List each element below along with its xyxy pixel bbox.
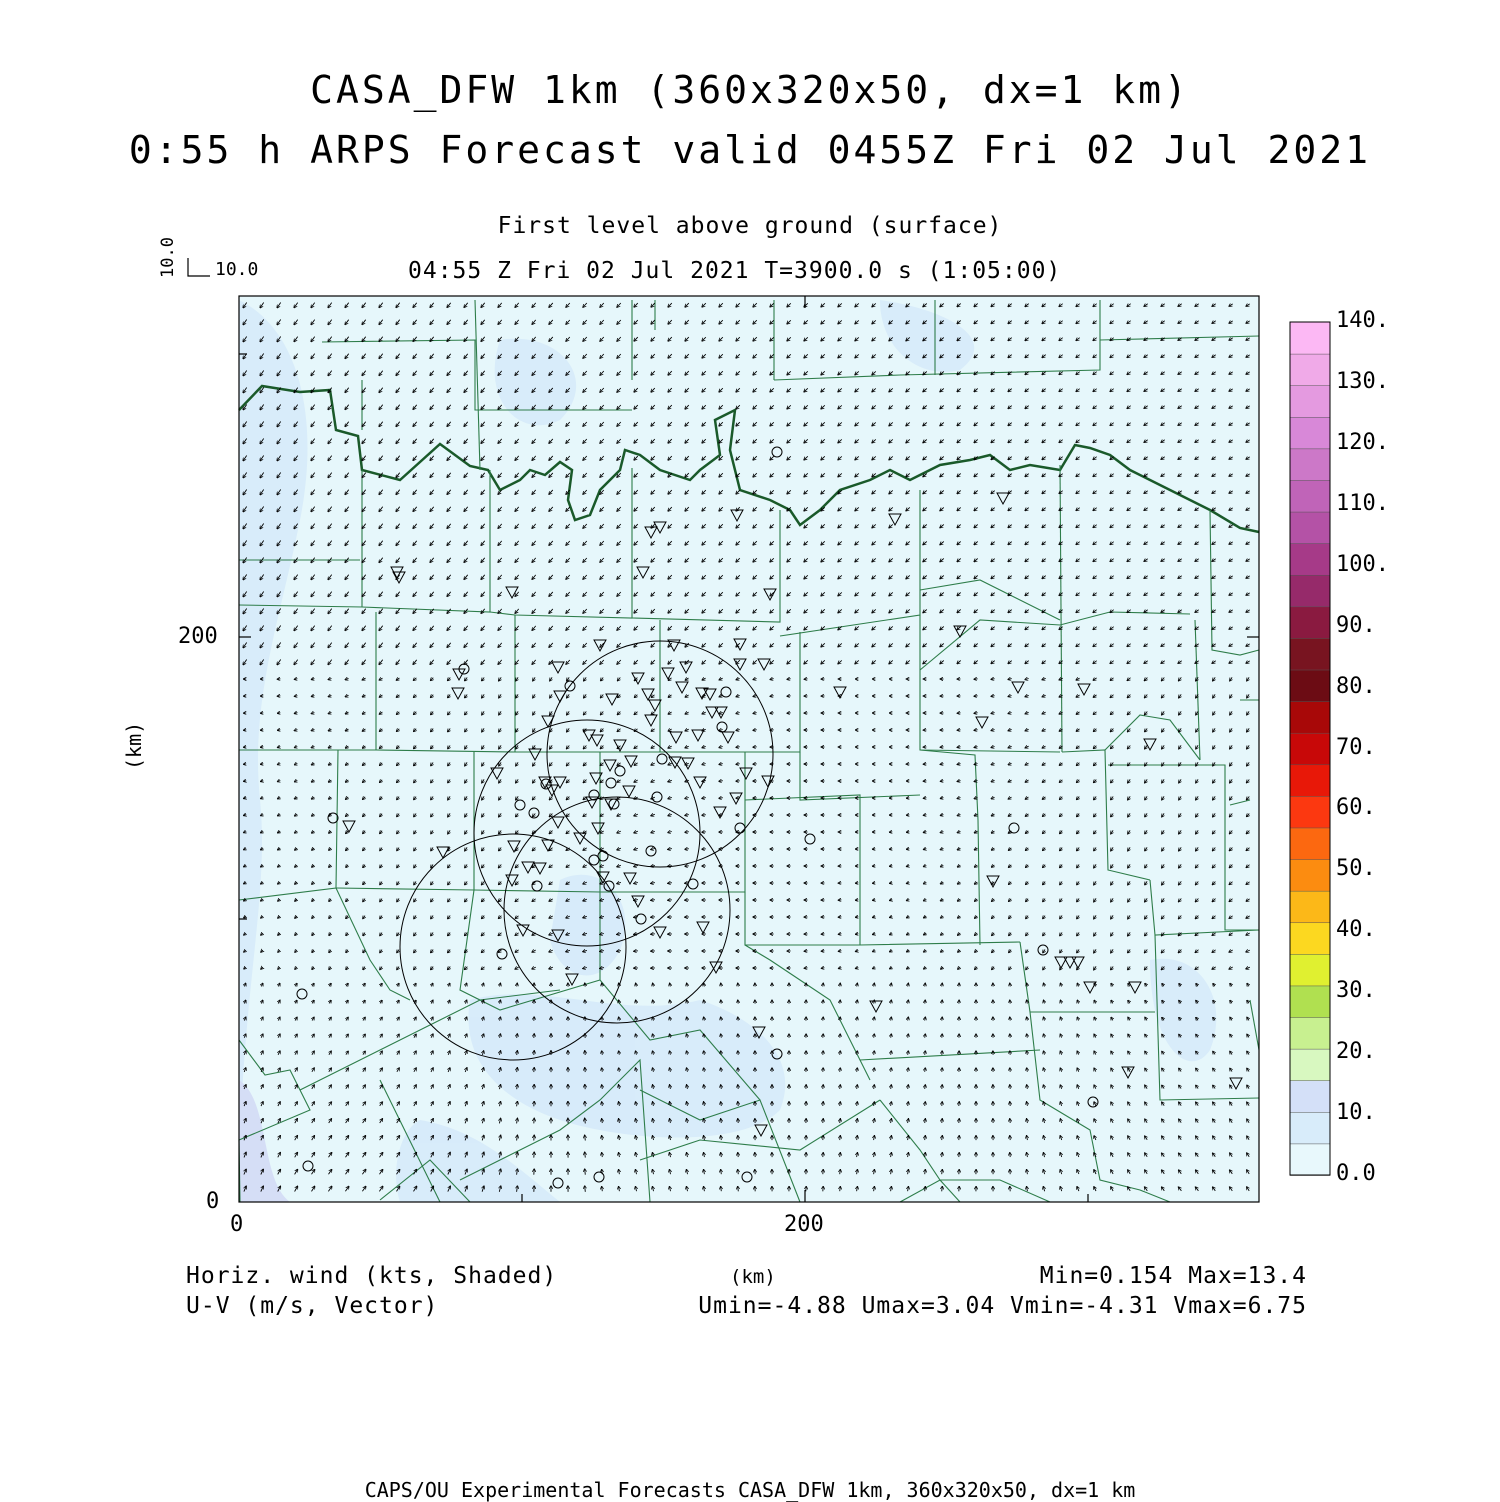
wind-vector (840, 1085, 841, 1089)
wind-vector (942, 1170, 943, 1174)
wind-vector (924, 798, 927, 799)
wind-vector (670, 984, 671, 987)
wind-vector (278, 730, 281, 731)
colorbar-swatch (1290, 1143, 1330, 1175)
wind-vector (619, 1051, 620, 1054)
colorbar-swatch (1290, 480, 1330, 512)
wind-vector (636, 984, 637, 987)
wind-vector (1027, 984, 1028, 987)
wind-vector (822, 968, 825, 969)
wind-vector (721, 1085, 722, 1089)
colorbar-swatch (1290, 543, 1330, 575)
wind-vector (687, 1017, 688, 1020)
wind-vector (517, 1034, 518, 1038)
footer-field1: Horiz. wind (kts, Shaded) (186, 1263, 557, 1289)
wind-vector (619, 1000, 620, 1003)
wind-vector (636, 1017, 637, 1020)
wind-vector (891, 1034, 892, 1037)
colorbar-label: 70. (1336, 735, 1376, 760)
wind-vector (704, 1034, 705, 1037)
colorbar-label: 40. (1336, 917, 1376, 942)
wind-vector (840, 1102, 841, 1106)
wind-vector (702, 815, 706, 816)
wind-vector (721, 1136, 722, 1140)
colorbar-label: 90. (1336, 613, 1376, 638)
colorbar-swatch (1290, 606, 1330, 638)
wind-vector (974, 730, 977, 731)
wind-vector (941, 764, 944, 765)
colorbar-label: 110. (1336, 491, 1389, 516)
wind-vector (908, 984, 909, 987)
wind-vector (857, 1034, 858, 1037)
wind-vector (908, 1102, 909, 1106)
wind-vector (517, 1068, 518, 1072)
wind-vector (874, 1034, 875, 1037)
wind-vector (704, 1051, 705, 1055)
wind-vector (891, 984, 892, 987)
wind-vector (602, 1119, 603, 1123)
wind-vector (721, 1153, 722, 1157)
wind-vector (856, 917, 859, 918)
y-axis-label: (km) (122, 722, 146, 770)
wind-vector (617, 951, 621, 952)
wind-vector (602, 1102, 603, 1106)
wind-vector (873, 900, 875, 901)
wind-vector (685, 849, 689, 850)
wind-vector (602, 1051, 603, 1055)
y-tick-200: 200 (178, 624, 218, 649)
wind-vector (753, 730, 756, 731)
wind-vector (619, 1068, 620, 1072)
wind-vector (770, 696, 773, 697)
wind-vector (925, 1119, 926, 1123)
wind-vector (925, 1017, 926, 1020)
colorbar-swatch (1290, 638, 1330, 670)
wind-vector (908, 1000, 909, 1003)
footer-minmax: Min=0.154 Max=13.4 (1040, 1263, 1307, 1289)
colorbar-label: 140. (1336, 308, 1389, 333)
wind-vector (924, 815, 927, 816)
wind-vector (653, 1000, 654, 1003)
wind-vector (925, 1068, 926, 1072)
wind-vector (517, 1017, 518, 1021)
credit-line: CAPS/OU Experimental Forecasts CASA_DFW 1km, 360x320x50, dx=1 km (0, 1478, 1500, 1502)
colorbar (1290, 322, 1330, 1176)
wind-vector (1027, 1051, 1028, 1055)
wind-vector (1027, 1017, 1028, 1020)
wind-vector (857, 1051, 858, 1055)
wind-vector (1027, 1034, 1028, 1037)
wind-vector (839, 934, 842, 935)
wind-vector (857, 1119, 858, 1123)
title-line2: 0:55 h ARPS Forecast valid 0455Z Fri 02 Jul 2021 (0, 128, 1500, 172)
wind-vector (602, 1034, 603, 1037)
colorbar-swatch (1290, 354, 1330, 386)
wind-vector (585, 1169, 586, 1174)
wind-vector (585, 1186, 586, 1192)
y-tick-0: 0 (206, 1189, 219, 1214)
colorbar-label: 50. (1336, 856, 1376, 881)
wind-vector (278, 713, 281, 714)
wind-vector (787, 679, 790, 680)
colorbar-swatch (1290, 448, 1330, 480)
wind-vector (925, 1153, 926, 1157)
wind-vector (721, 1102, 722, 1106)
x-tick-200: 200 (784, 1212, 824, 1237)
wind-vector (908, 1068, 909, 1072)
vector-scale-reference (188, 258, 210, 276)
wind-vector (891, 1068, 892, 1072)
time-subtitle: 04:55 Z Fri 02 Jul 2021 T=3900.0 s (1:05:00) (408, 258, 1061, 284)
wind-vector (704, 1017, 705, 1020)
wind-vector (687, 1000, 688, 1003)
wind-vector (653, 984, 654, 987)
wind-vector (602, 1136, 603, 1140)
wind-vector (891, 1085, 892, 1089)
wind-vector (244, 781, 246, 782)
wind-vector (925, 1187, 926, 1191)
wind-vector (602, 1085, 603, 1089)
wind-vector (721, 1051, 722, 1055)
vector-scale-vertical-label: 10.0 (158, 237, 178, 278)
colorbar-label: 20. (1336, 1039, 1376, 1064)
wind-vector (974, 713, 977, 714)
wind-vector (874, 1051, 875, 1055)
wind-vector (991, 696, 994, 697)
wind-vector (261, 747, 264, 748)
wind-vector (925, 1051, 926, 1055)
wind-vector (295, 696, 298, 697)
colorbar-label: 100. (1336, 552, 1389, 577)
wind-vector (874, 1068, 875, 1072)
colorbar-label: 130. (1336, 369, 1389, 394)
vector-scale-horizontal-label: 10.0 (215, 259, 258, 280)
wind-vector (719, 798, 723, 799)
wind-vector (704, 1000, 705, 1003)
wind-vector (602, 1153, 603, 1157)
wind-vector (295, 679, 298, 680)
wind-vector (840, 1068, 841, 1072)
wind-vector (1027, 1068, 1028, 1072)
wind-vector (874, 1017, 875, 1020)
wind-vector (668, 883, 672, 884)
colorbar-swatch (1290, 954, 1330, 986)
wind-vector (721, 1017, 722, 1020)
colorbar-swatch (1290, 985, 1330, 1017)
wind-vector (857, 984, 858, 987)
wind-vector (721, 1119, 722, 1123)
wind-vector (738, 1187, 739, 1192)
wind-vector (942, 1136, 943, 1140)
wind-vector (704, 1085, 705, 1089)
wind-vector (636, 1000, 637, 1003)
wind-vector (261, 764, 264, 765)
colorbar-swatch (1290, 1112, 1330, 1144)
wind-vector (651, 900, 655, 901)
wind-vector (908, 1051, 909, 1055)
wind-vector (908, 1085, 909, 1089)
wind-vector (840, 1153, 841, 1157)
wind-vector (619, 1017, 620, 1020)
wind-vector (942, 1187, 943, 1192)
wind-vector (585, 1119, 586, 1124)
wind-vector (925, 1136, 926, 1140)
wind-vector (925, 1102, 926, 1106)
wind-vector (602, 1068, 603, 1072)
wind-vector (891, 1051, 892, 1055)
wind-vector (840, 1187, 841, 1191)
wind-vector (517, 1051, 518, 1055)
colorbar-label: 30. (1336, 978, 1376, 1003)
colorbar-swatch (1290, 1080, 1330, 1112)
wind-vector (685, 832, 689, 833)
wind-vector (991, 679, 994, 680)
wind-vector (585, 1136, 586, 1141)
wind-vector (857, 1068, 858, 1072)
colorbar-swatch (1290, 385, 1330, 417)
footer-field2: U-V (m/s, Vector) (186, 1293, 438, 1319)
wind-vector (925, 1170, 926, 1174)
title-line1: CASA_DFW 1km (360x320x50, dx=1 km) (0, 68, 1500, 112)
wind-vector (874, 1085, 875, 1089)
colorbar-swatch (1290, 859, 1330, 891)
colorbar-label: 0.0 (1336, 1161, 1376, 1186)
colorbar-swatch (1290, 764, 1330, 796)
colorbar-swatch (1290, 512, 1330, 544)
wind-vector (738, 1170, 739, 1174)
wind-vector (941, 781, 944, 782)
colorbar-swatch (1290, 322, 1330, 354)
wind-vector (857, 1000, 858, 1003)
colorbar-label: 80. (1336, 674, 1376, 699)
colorbar-swatch (1290, 796, 1330, 828)
wind-vector (719, 781, 723, 782)
x-tick-0: 0 (230, 1212, 243, 1237)
wind-vector (619, 1034, 620, 1037)
colorbar-swatch (1290, 1049, 1330, 1081)
wind-vector (736, 764, 739, 765)
wind-vector (907, 849, 910, 850)
wind-vector (942, 1153, 943, 1157)
wind-vector (687, 984, 688, 987)
wind-vector (890, 883, 892, 884)
wind-vector (721, 1187, 722, 1191)
colorbar-swatch (1290, 701, 1330, 733)
wind-vector (721, 1170, 722, 1174)
wind-vector (958, 747, 961, 748)
wind-vector (857, 1136, 858, 1140)
colorbar-swatch (1290, 575, 1330, 607)
colorbar-swatch (1290, 922, 1330, 954)
wind-vector (857, 1017, 858, 1020)
wind-vector (1027, 1085, 1028, 1089)
wind-vector (856, 934, 859, 935)
wind-vector (721, 1034, 722, 1037)
colorbar-swatch (1290, 827, 1330, 859)
wind-vector (517, 1085, 518, 1089)
colorbar-swatch (1290, 733, 1330, 765)
wind-vector (840, 1051, 841, 1055)
wind-vector (704, 1068, 705, 1072)
wind-vector (907, 832, 910, 833)
wind-vector (874, 984, 875, 987)
wind-vector (891, 1017, 892, 1020)
colorbar-swatch (1290, 891, 1330, 923)
wind-vector (517, 1000, 518, 1003)
wind-vector (925, 1085, 926, 1089)
wind-vector (857, 1102, 858, 1106)
wind-vector (925, 1034, 926, 1037)
colorbar-label: 120. (1336, 430, 1389, 455)
wind-vector (839, 951, 842, 952)
wind-vector (840, 1136, 841, 1140)
wind-vector (1027, 1000, 1028, 1003)
colorbar-label: 10. (1336, 1100, 1376, 1125)
wind-vector (908, 1034, 909, 1037)
wind-vector (602, 1187, 603, 1191)
x-axis-label: (km) (730, 1266, 776, 1288)
wind-vector (585, 1152, 586, 1157)
wind-vector (670, 1000, 671, 1003)
wind-vector (721, 1068, 722, 1072)
wind-vector (890, 866, 893, 867)
wind-vector (908, 1017, 909, 1020)
colorbar-swatch (1290, 670, 1330, 702)
footer-uv-stats: Umin=-4.88 Umax=3.04 Vmin=-4.31 Vmax=6.75 (698, 1293, 1307, 1319)
wind-vector (840, 1170, 841, 1174)
wind-vector (840, 1119, 841, 1123)
colorbar-swatch (1290, 417, 1330, 449)
wind-vector (891, 1000, 892, 1003)
wind-vector (704, 984, 705, 987)
colorbar-label: 60. (1336, 795, 1376, 820)
wind-vector (736, 747, 739, 748)
wind-vector (857, 1085, 858, 1089)
colorbar-swatch (1290, 1017, 1330, 1049)
level-subtitle: First level above ground (surface) (0, 213, 1500, 239)
